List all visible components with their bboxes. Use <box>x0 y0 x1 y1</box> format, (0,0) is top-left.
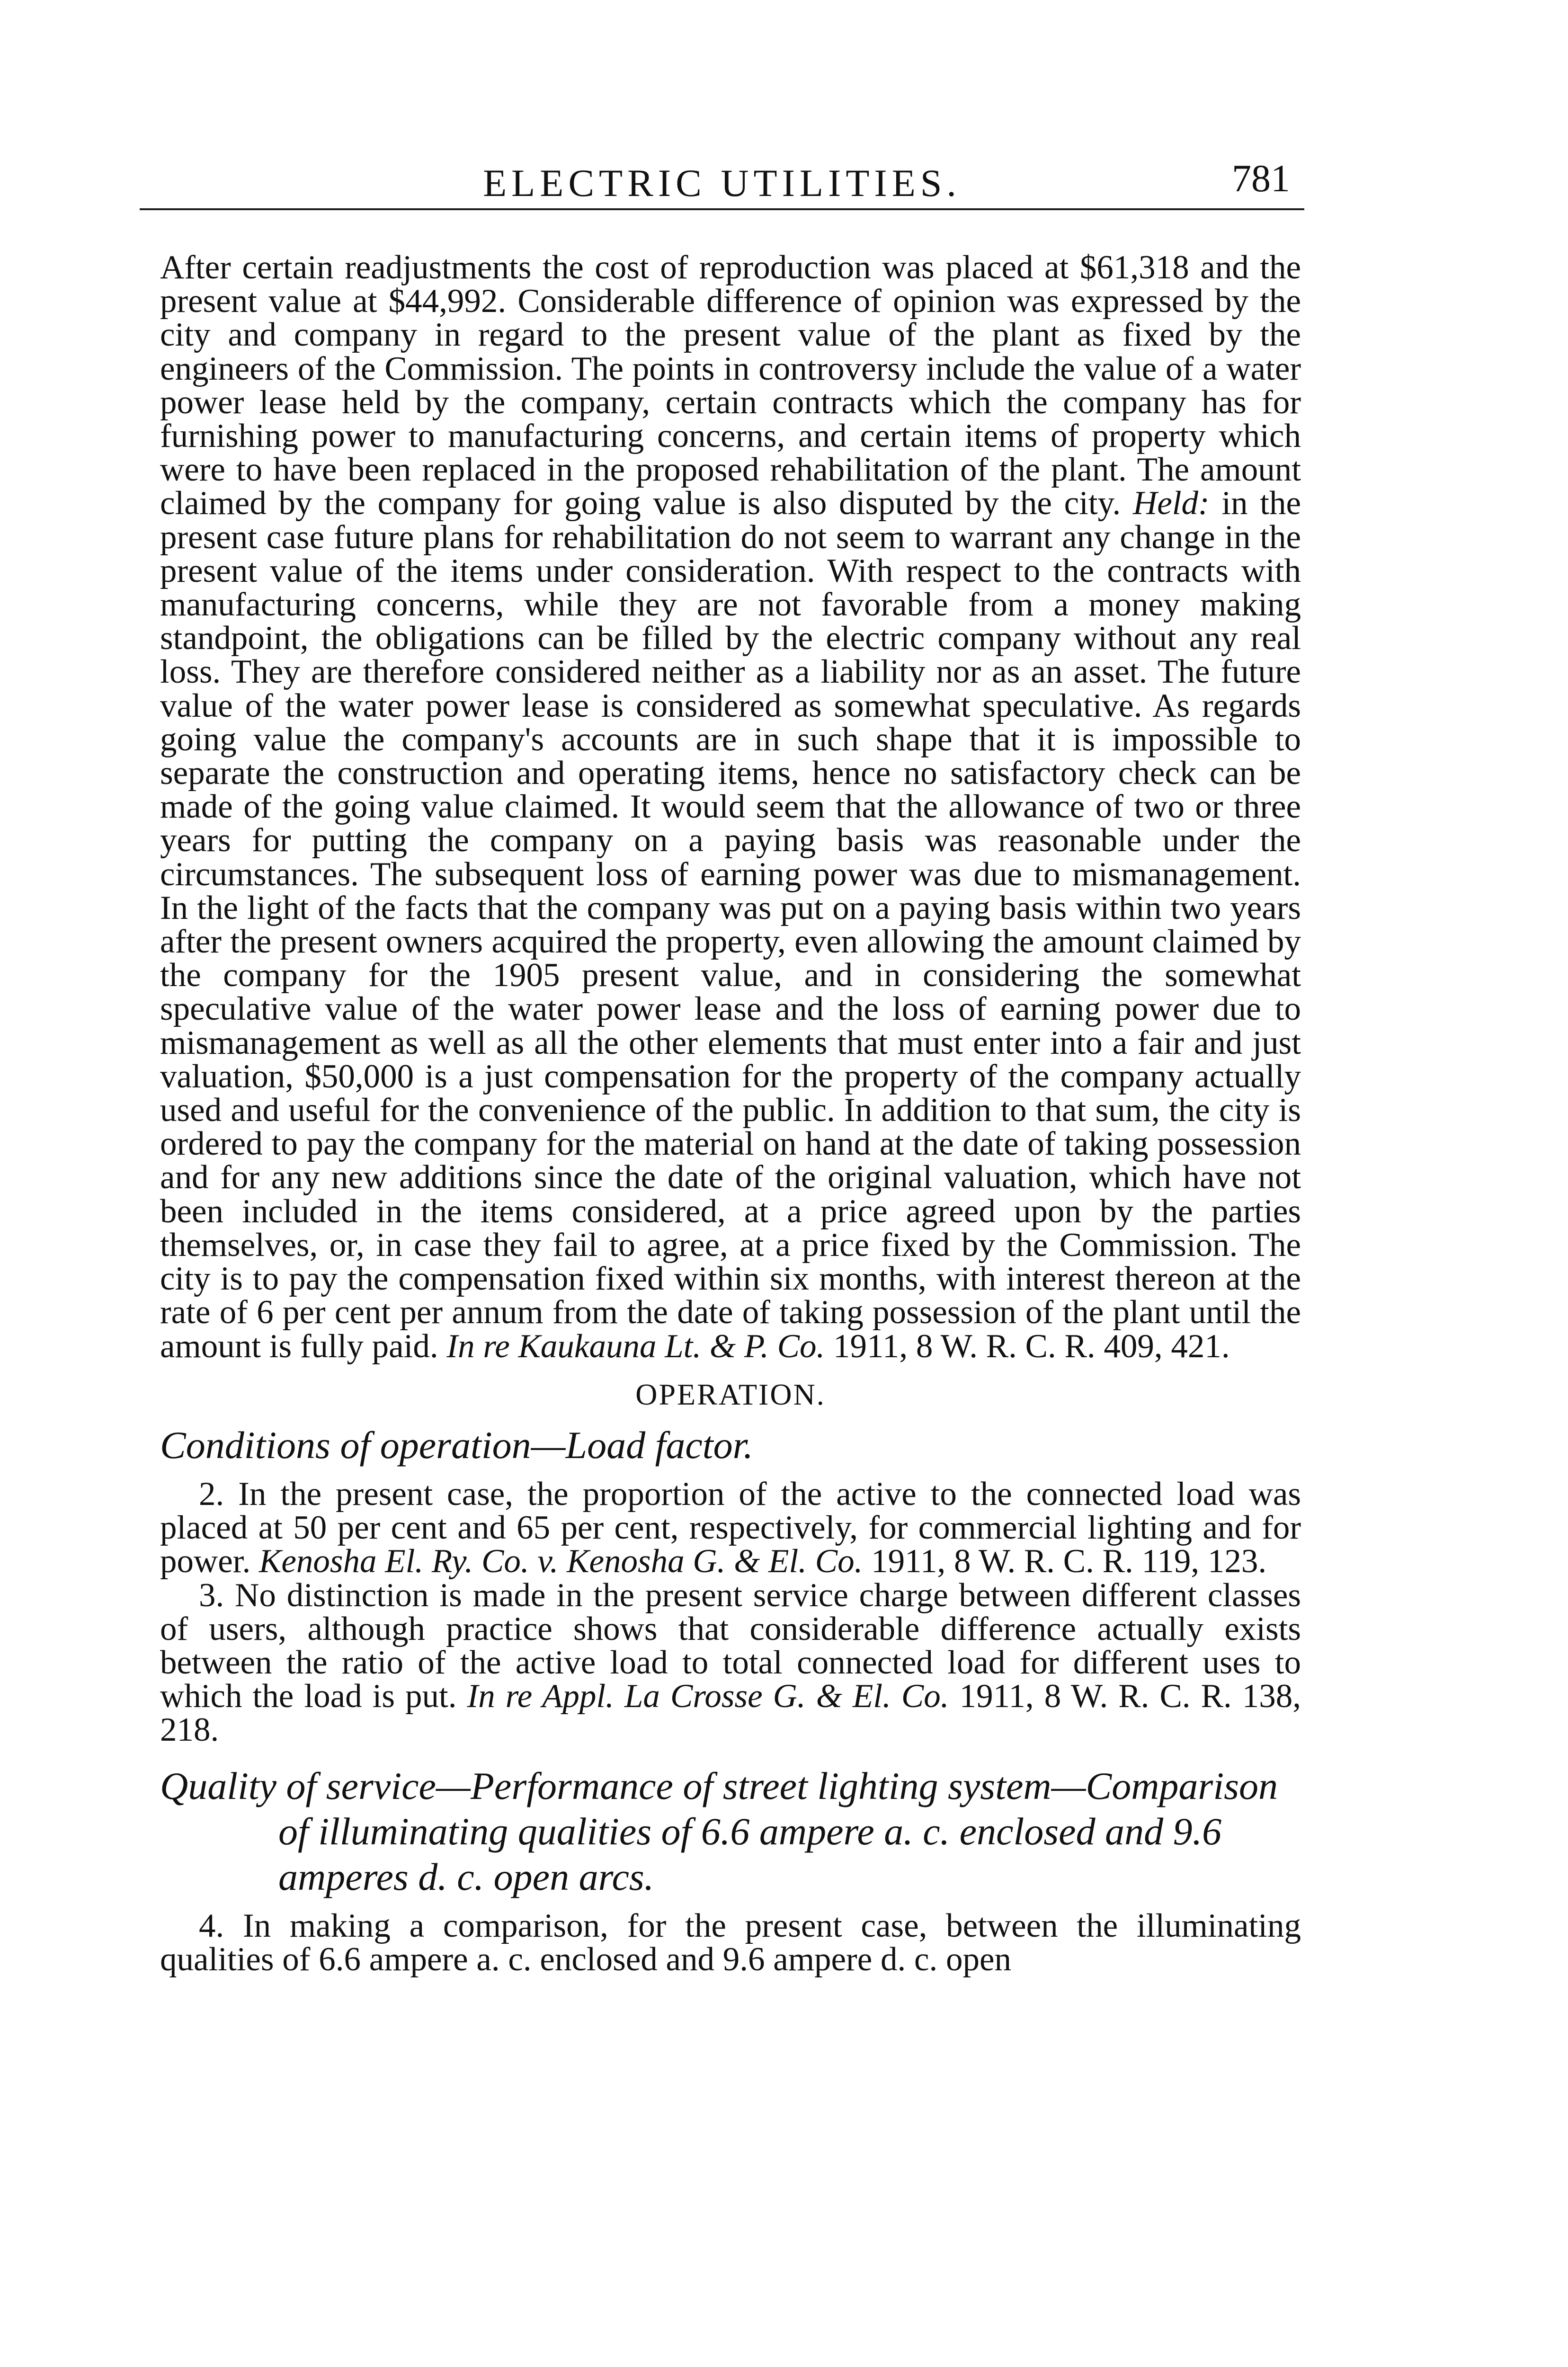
paragraph-text: 3. No distinction is made in the present service charge between different classes of users, although practice shows that considerable difference actually exists between the ratio of the active load to total connected load for different uses to which the load is put. <box>160 1576 1301 1715</box>
paragraph-text: After certain readjustments the cost of reproduction was placed at $61,318 and the present value at $44,992. Considerable difference of opinion was expressed by the city and company in regard to the present value of the plant as fixed by the engineers of the Commission. The points in controversy include the value of a water power lease held by the company, certain contracts which the company has for furnishing power to manufacturing concerns, and certain items of property which were to have been replaced in the proposed rehabilitation of the plant. The amount claimed by the company for going value is also disputed by the city. <box>160 249 1301 522</box>
page-body <box>160 251 1301 1976</box>
page-header <box>140 142 1304 210</box>
section-heading-operation: OPERATION. <box>635 1377 826 1411</box>
running-head: ELECTRIC UTILITIES. <box>483 161 961 205</box>
citation-reference: 1911, 8 W. R. C. R. 138, 218. <box>160 1678 1301 1749</box>
paragraph-text: 4. In making a comparison, for the present case, between the illuminating qualities of 6.6 ampere a. c. enclosed and 9.6 ampere d. c. open <box>160 1907 1301 1978</box>
paragraph-valuation <box>160 251 1301 1363</box>
paragraph-text: 2. In the present case, the proportion of the active to the connected load was placed at 50 per cent and 65 per cent, respectively, for commercial lighting and for power. <box>160 1475 1301 1580</box>
subheading-quality-of-service: Quality of service—Performance of street lighting system—Comparison of illuminating qualities of 6.6 ampere a. c. enclosed and 9.6 amperes d. c. open arcs. <box>160 1764 1278 1898</box>
citation-reference: 1911, 8 W. R. C. R. 409, 421. <box>825 1327 1230 1365</box>
citation-reference: 1911, 8 W. R. C. R. 119, 123. <box>863 1543 1267 1580</box>
subheading-load-factor: Conditions of operation—Load factor. <box>160 1423 753 1467</box>
paragraph-4 <box>160 1909 1301 1976</box>
page-number: 781 <box>1232 157 1290 200</box>
paragraph-3 <box>160 1576 1301 1749</box>
paragraph-2 <box>160 1477 1301 1579</box>
case-citation: In re Appl. La Crosse G. & El. Co. <box>467 1678 949 1715</box>
case-citation: In re Kaukauna Lt. & P. Co. <box>446 1327 825 1365</box>
case-citation: Kenosha El. Ry. Co. v. Kenosha G. & El. Co. <box>259 1543 863 1580</box>
held-label: Held: <box>1132 485 1210 522</box>
paragraph-text: in the present case future plans for rehabilitation do not seem to warrant any change in the present value of the items under consideration. With respect to the contracts with manufacturing concerns, while they are not favorable from a money making standpoint, the obligations can be filled by the electric company without any real loss. They are therefore considered neither as a liability nor as an asset. The future value of the water power lease is considered as somewhat speculative. As regards going value the company's accounts are in such shape that it is impossible to separate the construction and operating items, hence no satisfactory check can be made of the going value claimed. It would seem that the allowance of two or three years for putting the company on a paying basis was reasonable under the circumstances. The subsequent loss of earning power was due to mismanagement. In the light of the facts that the company was put on a paying basis within two years after the present owners acquired the property, even allowing the amount claimed by the company for the 1905 present value, and in considering the somewhat speculative value of the water power lease and the loss of earning power due to mismanagement as well as all the other elements that must enter into a fair and just valuation, $50,000 is a just compensation for the property of the company actually used and useful for the convenience of the public. In addition to that sum, the city is ordered to pay the company for the material on hand at the date of taking possession and for any new additions since the date of the original valuation, which have not been included in the items considered, at a price agreed upon by the parties themselves, or, in case they fail to agree, at a price fixed by the Commission. The city is to pay the compensation fixed within six months, with interest thereon at the rate of 6 per cent per annum from the date of taking possession of the plant until the amount is fully paid. <box>160 485 1301 1365</box>
